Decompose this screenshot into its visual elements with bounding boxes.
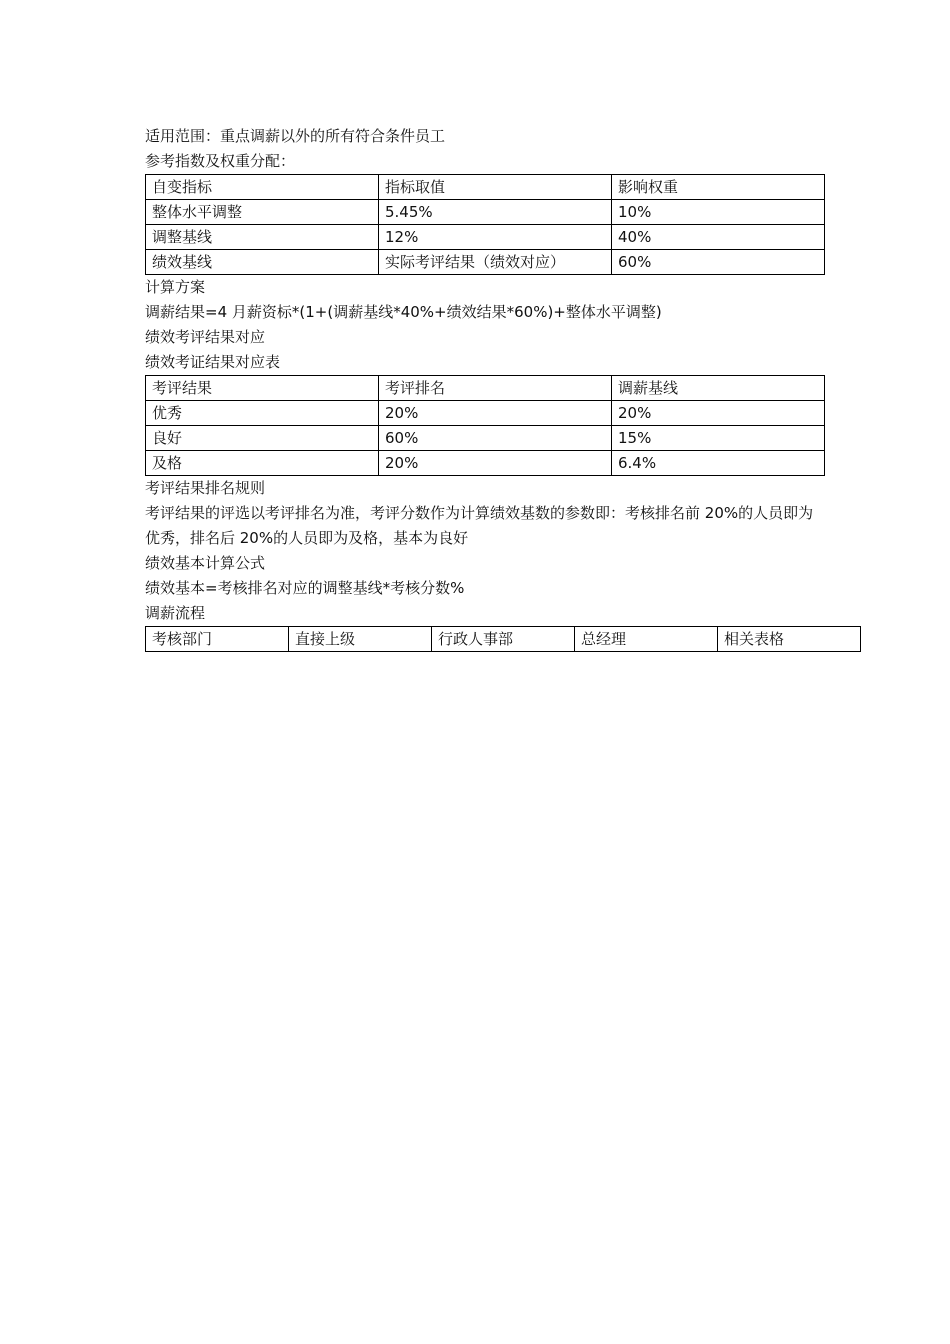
params-table	[145, 174, 825, 275]
table-row	[146, 225, 825, 250]
table-header-cell: 考评结果	[146, 376, 379, 401]
table-cell: 20%	[379, 451, 612, 476]
table-header-cell: 总经理	[575, 627, 718, 652]
table-cell: 60%	[612, 250, 825, 275]
table-cell: 绩效基线	[146, 250, 379, 275]
table-header-cell: 相关表格	[718, 627, 861, 652]
table-header-row	[146, 376, 825, 401]
table-header-row	[146, 175, 825, 200]
table-cell: 20%	[379, 401, 612, 426]
rank-text: 考评结果的评选以考评排名为准，考评分数作为计算绩效基数的参数即：考核排名前 20%的人员即为优秀，排名后 20%的人员即为及格，基本为良好	[145, 504, 814, 547]
table-header-cell: 考评排名	[379, 376, 612, 401]
table-header-cell: 行政人事部	[432, 627, 575, 652]
table-cell: 20%	[612, 401, 825, 426]
table-cell: 15%	[612, 426, 825, 451]
table-cell: 60%	[379, 426, 612, 451]
flow-heading: 调薪流程	[145, 604, 206, 622]
perf-table-title: 绩效考证结果对应表	[145, 353, 281, 371]
base-heading: 绩效基本计算公式	[145, 554, 266, 572]
table-row	[146, 451, 825, 476]
table-cell: 及格	[146, 451, 379, 476]
perf-table	[145, 375, 825, 476]
table-cell: 5.45%	[379, 200, 612, 225]
table-header-row	[146, 627, 861, 652]
calc-heading: 计算方案	[145, 278, 206, 296]
table-row	[146, 426, 825, 451]
table-cell: 优秀	[146, 401, 379, 426]
table-cell: 良好	[146, 426, 379, 451]
table-cell: 调整基线	[146, 225, 379, 250]
table-row	[146, 200, 825, 225]
table-header-cell: 调薪基线	[612, 376, 825, 401]
table-cell: 实际考评结果（绩效对应）	[379, 250, 612, 275]
table-cell: 10%	[612, 200, 825, 225]
table-cell: 6.4%	[612, 451, 825, 476]
table-header-cell: 自变指标	[146, 175, 379, 200]
table-row	[146, 401, 825, 426]
perf-heading: 绩效考评结果对应	[145, 328, 266, 346]
document-page	[145, 124, 825, 652]
table-row	[146, 250, 825, 275]
table-header-cell: 考核部门	[146, 627, 289, 652]
params-heading: 参考指数及权重分配：	[145, 152, 296, 170]
table-cell: 整体水平调整	[146, 200, 379, 225]
calc-formula: 调薪结果=4 月薪资标*(1+(调薪基线*40%+绩效结果*60%)+整体水平调整)	[145, 303, 662, 321]
table-header-cell: 直接上级	[289, 627, 432, 652]
table-cell: 40%	[612, 225, 825, 250]
scope-line: 适用范围：重点调薪以外的所有符合条件员工	[145, 127, 446, 145]
base-formula: 绩效基本=考核排名对应的调整基线*考核分数%	[145, 579, 465, 597]
rank-heading: 考评结果排名规则	[145, 479, 266, 497]
table-header-cell: 指标取值	[379, 175, 612, 200]
table-cell: 12%	[379, 225, 612, 250]
table-header-cell: 影响权重	[612, 175, 825, 200]
flow-table	[145, 626, 861, 652]
